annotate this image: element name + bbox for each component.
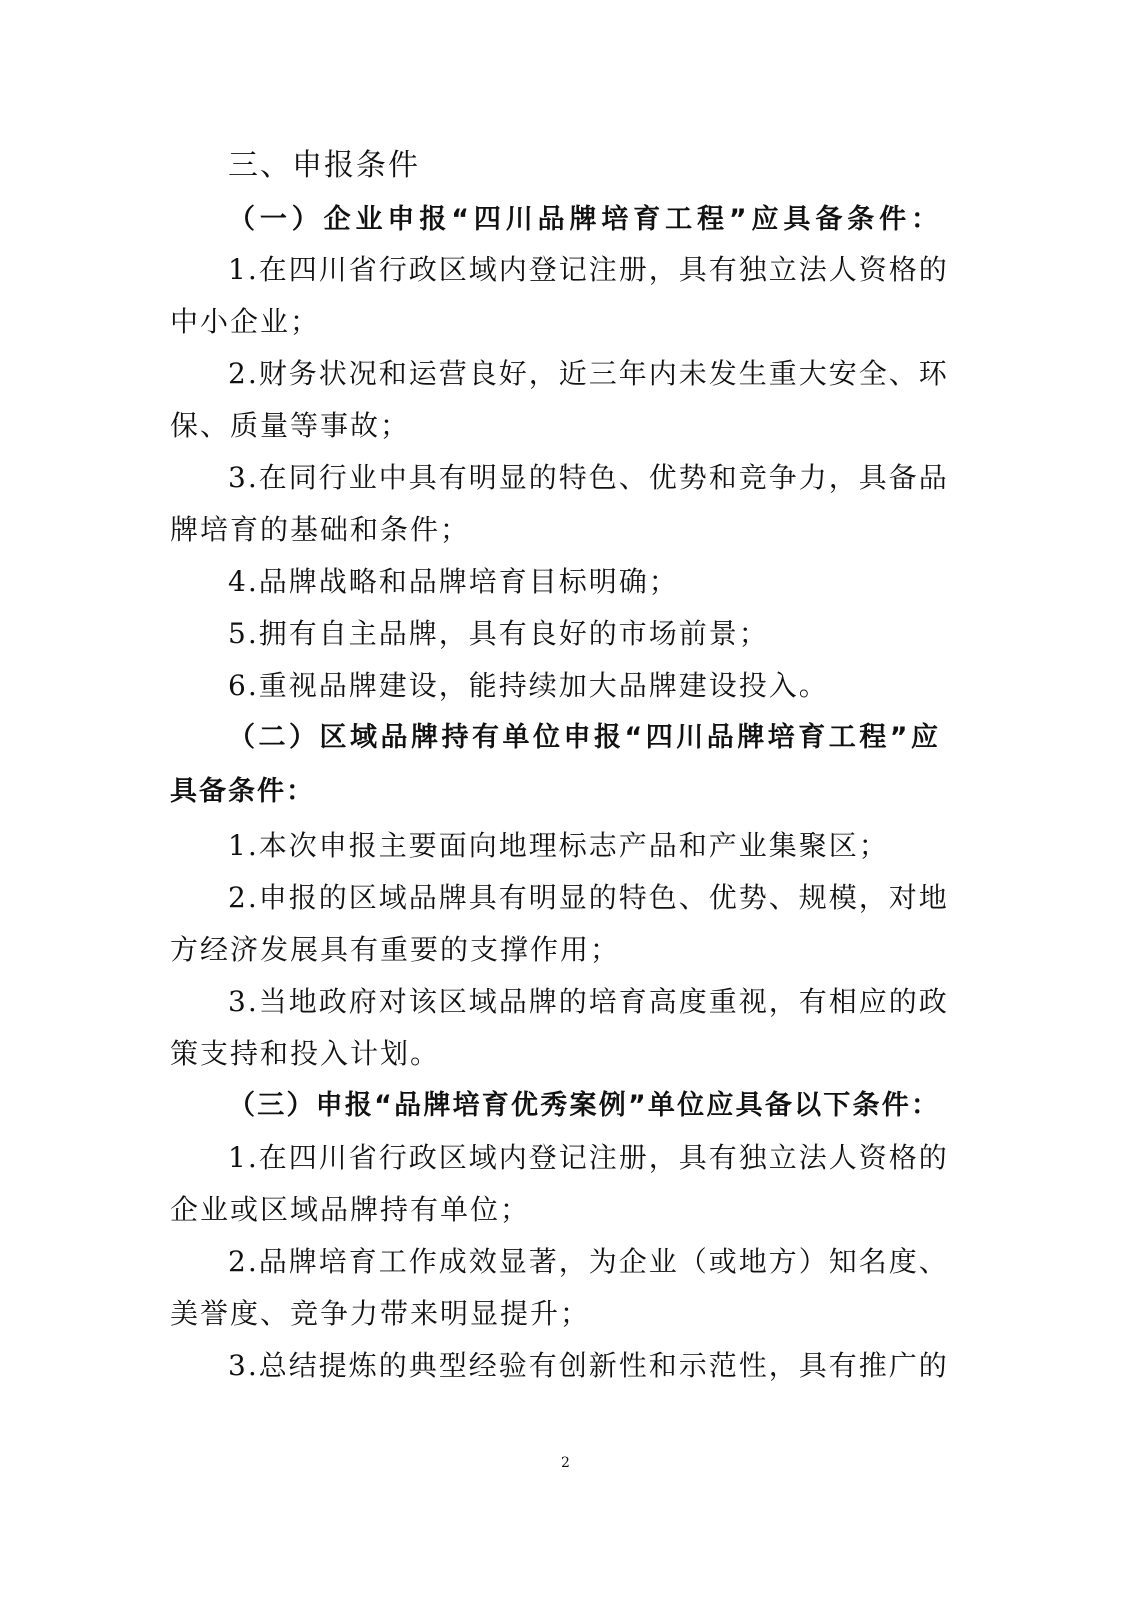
- paragraph-line: 2.财务状况和运营良好，近三年内未发生重大安全、环: [228, 357, 949, 390]
- subsection-title-1: （一）企业申报“四川品牌培育工程”应具备条件：: [228, 204, 940, 235]
- paragraph-line: 1.本次申报主要面向地理标志产品和产业集聚区；: [228, 829, 889, 862]
- page-number: 2: [561, 1455, 570, 1471]
- paragraph-line: 中小企业；: [170, 305, 321, 338]
- paragraph-line: 1.在四川省行政区域内登记注册，具有独立法人资格的: [228, 253, 949, 286]
- subsection-title-3: （三）申报“品牌培育优秀案例”单位应具备以下条件：: [228, 1090, 940, 1121]
- section-heading: 三、申报条件: [228, 148, 420, 183]
- paragraph-line: 企业或区域品牌持有单位；: [170, 1193, 531, 1226]
- paragraph-line: 3.在同行业中具有明显的特色、优势和竞争力，具备品: [228, 461, 949, 494]
- paragraph-line: 6.重视品牌建设，能持续加大品牌建设投入。: [228, 669, 829, 702]
- paragraph-line: 保、质量等事故；: [170, 409, 411, 442]
- paragraph-line: 3.当地政府对该区域品牌的培育高度重视，有相应的政: [228, 985, 949, 1018]
- paragraph-line: 1.在四川省行政区域内登记注册，具有独立法人资格的: [228, 1141, 949, 1174]
- paragraph-line: 方经济发展具有重要的支撑作用；: [170, 933, 621, 966]
- paragraph-line: 策支持和投入计划。: [170, 1037, 441, 1070]
- paragraph-line: 牌培育的基础和条件；: [170, 513, 471, 546]
- paragraph-line: 3.总结提炼的典型经验有创新性和示范性，具有推广的: [228, 1349, 949, 1382]
- subsection-title-2: （二）区域品牌持有单位申报“四川品牌培育工程”应: [228, 722, 940, 753]
- paragraph-line: 5.拥有自主品牌，具有良好的市场前景；: [228, 617, 769, 650]
- paragraph-line: 2.申报的区域品牌具有明显的特色、优势、规模，对地: [228, 881, 949, 914]
- paragraph-line: 2.品牌培育工作成效显著，为企业（或地方）知名度、: [228, 1245, 949, 1278]
- paragraph-line: 4.品牌战略和品牌培育目标明确；: [228, 565, 679, 598]
- subsection-title-2-cont: 具备条件：: [170, 776, 315, 807]
- paragraph-line: 美誉度、竞争力带来明显提升；: [170, 1297, 591, 1330]
